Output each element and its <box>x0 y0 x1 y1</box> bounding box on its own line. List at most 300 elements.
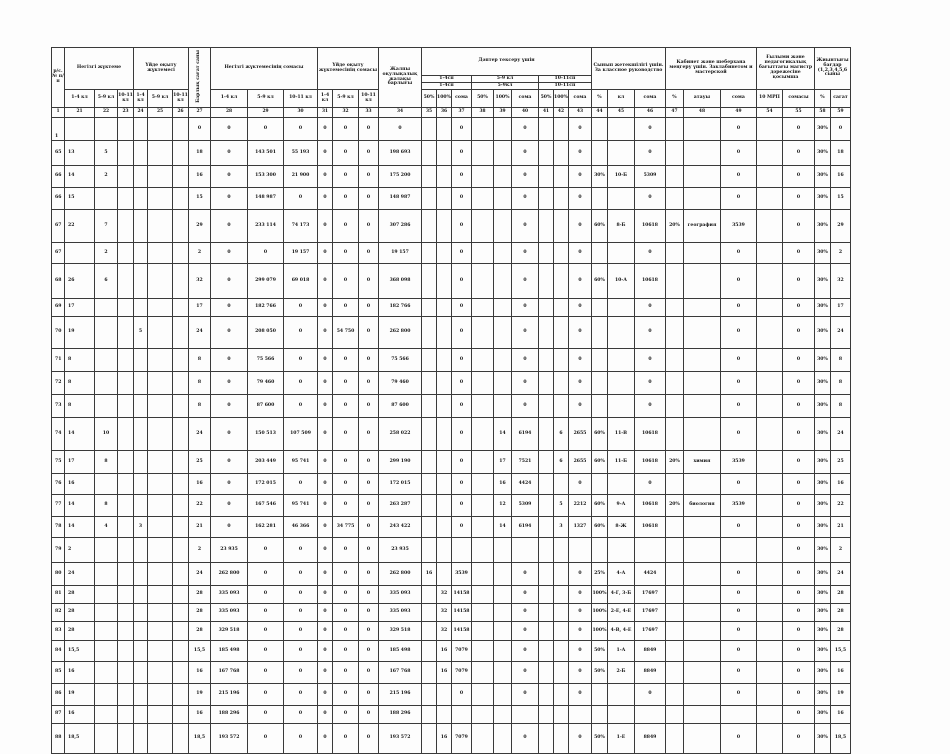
table-cell: 0 <box>452 349 472 372</box>
table-cell: 0 <box>318 243 333 264</box>
table-cell: 0 <box>248 662 284 684</box>
table-cell: 0 <box>720 662 756 684</box>
table-cell: 143 501 <box>248 141 284 166</box>
table-cell <box>118 141 134 166</box>
table-cell: 0 <box>359 706 379 724</box>
table-cell: 73 <box>52 395 65 418</box>
table-cell: 24 <box>65 563 95 586</box>
table-cell: 10618 <box>634 418 665 451</box>
table-row <box>52 264 851 299</box>
table-cell <box>472 474 494 495</box>
table-cell <box>148 299 173 317</box>
table-cell: 11-Б <box>607 451 634 474</box>
table-cell: 0 <box>318 210 333 243</box>
table-cell: 8 <box>95 495 118 517</box>
table-cell: 2 <box>830 243 850 264</box>
table-cell <box>607 299 634 317</box>
table-cell <box>494 372 512 395</box>
table-cell: 0 <box>452 118 472 141</box>
table-cell: 15 <box>189 188 211 210</box>
table-cell: 10-А <box>607 264 634 299</box>
table-cell: 30% <box>814 141 830 166</box>
table-cell <box>494 243 512 264</box>
table-cell <box>607 349 634 372</box>
table-cell <box>173 724 189 754</box>
table-cell: 0 <box>318 395 333 418</box>
table-cell: 8 <box>189 395 211 418</box>
table-cell: 4-А <box>607 563 634 586</box>
table-cell <box>472 188 494 210</box>
table-cell: 6 <box>554 451 569 474</box>
table-cell: 0 <box>211 451 248 474</box>
sub-10-11: 10-11 кл <box>118 90 134 108</box>
table-cell: 0 <box>634 317 665 349</box>
table-cell: 0 <box>568 622 591 641</box>
table-cell: 15,5 <box>189 641 211 662</box>
table-cell: 0 <box>284 349 318 372</box>
table-cell <box>95 641 118 662</box>
table-cell <box>148 166 173 188</box>
column-number: 48 <box>683 108 720 118</box>
table-cell: 87 600 <box>379 395 422 418</box>
table-cell: 78 <box>52 517 65 538</box>
table-cell: 0 <box>568 662 591 684</box>
table-cell <box>756 418 782 451</box>
table-cell <box>494 264 512 299</box>
table-cell <box>607 684 634 706</box>
column-number: 36 <box>437 108 452 118</box>
table-row <box>52 495 851 517</box>
table-cell <box>437 243 452 264</box>
table-cell <box>472 166 494 188</box>
table-cell <box>134 622 148 641</box>
table-cell <box>591 684 607 706</box>
table-cell: 0 <box>512 349 539 372</box>
table-cell <box>683 418 720 451</box>
table-cell <box>554 706 569 724</box>
table-cell <box>148 586 173 604</box>
table-cell: 0 <box>318 604 333 622</box>
table-cell: 6194 <box>512 418 539 451</box>
table-cell <box>95 622 118 641</box>
table-cell <box>148 210 173 243</box>
table-cell <box>472 264 494 299</box>
table-cell <box>554 299 569 317</box>
column-number: 54 <box>756 108 782 118</box>
table-cell: 368 098 <box>379 264 422 299</box>
table-cell <box>756 517 782 538</box>
table-cell: 0 <box>512 243 539 264</box>
column-number: 32 <box>333 108 359 118</box>
table-cell <box>665 141 683 166</box>
table-cell <box>539 210 554 243</box>
table-cell: 95 741 <box>284 495 318 517</box>
table-cell <box>437 538 452 563</box>
table-cell <box>591 706 607 724</box>
table-cell: 0 <box>333 662 359 684</box>
table-cell: 3539 <box>720 210 756 243</box>
table-cell <box>539 418 554 451</box>
grade-1-4-sub: 1-4сп <box>422 83 472 90</box>
table-cell <box>134 604 148 622</box>
table-cell: география <box>683 210 720 243</box>
table-cell <box>634 538 665 563</box>
table-cell <box>134 372 148 395</box>
table-cell: 0 <box>512 622 539 641</box>
table-cell <box>494 538 512 563</box>
table-cell: 74 <box>52 418 65 451</box>
table-cell: 7 <box>95 210 118 243</box>
table-cell <box>756 662 782 684</box>
table-cell: 21 900 <box>284 166 318 188</box>
table-cell <box>756 299 782 317</box>
table-cell: 0 <box>333 395 359 418</box>
table-cell <box>683 349 720 372</box>
table-cell: 2212 <box>568 495 591 517</box>
table-cell <box>134 563 148 586</box>
table-cell: 25% <box>591 563 607 586</box>
table-cell: 0 <box>782 604 814 622</box>
sub-nb14-sum: сома <box>452 90 472 108</box>
table-cell: 7079 <box>452 724 472 754</box>
table-cell <box>683 641 720 662</box>
table-cell: 0 <box>359 264 379 299</box>
table-cell <box>173 495 189 517</box>
table-cell <box>494 706 512 724</box>
table-cell: 0 <box>359 495 379 517</box>
table-cell: 0 <box>333 622 359 641</box>
table-cell: 0 <box>720 684 756 706</box>
sub-nb1011-50: 50% <box>539 90 554 108</box>
column-number: 47 <box>665 108 683 118</box>
table-cell <box>756 451 782 474</box>
cabinet-header: Кабинет және шеберхана меңгеру үшін. Заклабинетом и мастерской <box>665 48 756 90</box>
table-cell <box>118 451 134 474</box>
table-cell: 87 600 <box>248 395 284 418</box>
column-number: 34 <box>379 108 422 118</box>
table-cell <box>134 495 148 517</box>
table-cell: 0 <box>568 299 591 317</box>
table-cell: 32 <box>437 622 452 641</box>
table-cell: 335 093 <box>379 586 422 604</box>
table-cell: 262 800 <box>379 317 422 349</box>
table-cell: 8 <box>189 349 211 372</box>
table-cell: 80 <box>52 563 65 586</box>
table-cell <box>173 586 189 604</box>
table-cell: 0 <box>333 299 359 317</box>
table-cell <box>539 586 554 604</box>
table-cell <box>539 622 554 641</box>
table-cell: 0 <box>568 563 591 586</box>
table-cell: 0 <box>782 538 814 563</box>
table-cell <box>422 166 437 188</box>
table-cell: 18,5 <box>189 724 211 754</box>
table-cell <box>95 317 118 349</box>
table-cell <box>65 118 95 141</box>
table-cell <box>134 210 148 243</box>
table-cell <box>134 641 148 662</box>
table-cell: 1327 <box>568 517 591 538</box>
table-cell <box>554 586 569 604</box>
table-cell: 0 <box>782 243 814 264</box>
table-cell: 167 546 <box>248 495 284 517</box>
table-cell <box>148 118 173 141</box>
table-cell <box>554 243 569 264</box>
table-cell <box>437 517 452 538</box>
table-cell: 150 513 <box>248 418 284 451</box>
table-cell <box>665 395 683 418</box>
table-cell <box>665 538 683 563</box>
table-cell <box>118 299 134 317</box>
table-row <box>52 166 851 188</box>
table-cell: 0 <box>318 662 333 684</box>
table-cell <box>539 517 554 538</box>
table-cell: 0 <box>782 451 814 474</box>
table-cell: 0 <box>512 724 539 754</box>
table-cell <box>148 372 173 395</box>
table-cell: 14 <box>65 495 95 517</box>
home-teaching-load-header: Үйде оқыту жүктемесі <box>134 48 189 90</box>
table-cell <box>472 372 494 395</box>
table-cell: 0 <box>634 299 665 317</box>
table-cell: 30% <box>814 622 830 641</box>
table-cell <box>756 706 782 724</box>
table-cell: 0 <box>634 372 665 395</box>
table-cell: 0 <box>568 641 591 662</box>
table-row <box>52 299 851 317</box>
table-cell: 19 157 <box>284 243 318 264</box>
table-cell: 17 <box>494 451 512 474</box>
table-cell: 10618 <box>634 451 665 474</box>
table-cell <box>118 563 134 586</box>
table-cell <box>607 243 634 264</box>
table-cell: 28 <box>189 604 211 622</box>
table-cell: 0 <box>359 317 379 349</box>
table-cell: 75 <box>52 451 65 474</box>
sub-mrp: 10 МРП <box>756 90 782 108</box>
table-cell <box>683 517 720 538</box>
table-cell: 66 <box>52 166 65 188</box>
table-row <box>52 662 851 684</box>
table-cell: 69 018 <box>284 264 318 299</box>
table-row <box>52 474 851 495</box>
table-cell <box>173 622 189 641</box>
column-number: 55 <box>782 108 814 118</box>
table-cell <box>591 188 607 210</box>
table-cell <box>437 141 452 166</box>
table-cell <box>539 299 554 317</box>
table-cell <box>437 166 452 188</box>
column-number: 22 <box>95 108 118 118</box>
table-cell: 8 <box>830 372 850 395</box>
table-cell: 0 <box>568 317 591 349</box>
table-cell: 2 <box>65 538 95 563</box>
table-cell: 8-Ж <box>607 517 634 538</box>
table-cell: 0 <box>284 188 318 210</box>
table-cell <box>472 724 494 754</box>
table-cell <box>683 724 720 754</box>
table-cell <box>607 141 634 166</box>
table-cell: 3539 <box>720 451 756 474</box>
table-cell: 0 <box>248 641 284 662</box>
table-cell <box>683 141 720 166</box>
table-cell: 0 <box>782 299 814 317</box>
table-cell: 0 <box>512 317 539 349</box>
table-cell <box>512 706 539 724</box>
table-cell: 0 <box>318 563 333 586</box>
table-cell: 72 <box>52 372 65 395</box>
table-cell: 188 296 <box>379 706 422 724</box>
table-cell: 0 <box>512 641 539 662</box>
table-cell: 0 <box>284 317 318 349</box>
table-cell <box>665 264 683 299</box>
table-cell: 2 <box>95 243 118 264</box>
table-cell <box>665 706 683 724</box>
table-cell: 0 <box>248 724 284 754</box>
table-cell: 0 <box>568 372 591 395</box>
sub-sum-5-9: 5-9 кл <box>248 90 284 108</box>
table-cell: 203 449 <box>248 451 284 474</box>
table-cell: 0 <box>720 264 756 299</box>
table-cell: 0 <box>359 418 379 451</box>
table-cell: 0 <box>211 349 248 372</box>
table-cell: 17697 <box>634 586 665 604</box>
table-row <box>52 451 851 474</box>
table-cell <box>554 538 569 563</box>
table-cell <box>683 317 720 349</box>
home-load-sum-header: Үйде оқыту жүктемесінің сомасы <box>318 48 379 90</box>
table-cell <box>173 563 189 586</box>
table-cell <box>134 118 148 141</box>
table-cell <box>422 418 437 451</box>
sub-nb14-100: 100% <box>437 90 452 108</box>
table-cell: 19 <box>189 684 211 706</box>
table-cell: 0 <box>359 604 379 622</box>
table-cell: 0 <box>318 586 333 604</box>
table-cell <box>422 604 437 622</box>
table-cell <box>494 395 512 418</box>
table-cell: 2655 <box>568 418 591 451</box>
table-cell: 21 <box>830 517 850 538</box>
column-number: 59 <box>830 108 850 118</box>
table-cell <box>554 141 569 166</box>
table-cell: 0 <box>333 372 359 395</box>
table-cell: 335 093 <box>211 604 248 622</box>
table-cell <box>756 395 782 418</box>
table-cell: 0 <box>248 118 284 141</box>
table-cell: 0 <box>211 418 248 451</box>
table-cell <box>494 166 512 188</box>
table-cell: 329 518 <box>379 622 422 641</box>
table-cell: 0 <box>359 586 379 604</box>
table-cell: 22 <box>830 495 850 517</box>
table-cell: 0 <box>568 243 591 264</box>
table-row <box>52 188 851 210</box>
table-cell: 30% <box>814 166 830 188</box>
table-cell: 30% <box>814 662 830 684</box>
table-cell <box>148 474 173 495</box>
table-cell <box>95 706 118 724</box>
table-cell <box>591 141 607 166</box>
masters-degree-header: Ғылыми және педагогикалық бағыттағы магистр дәрежесіне қосымша <box>756 48 814 90</box>
table-cell: 32 <box>189 264 211 299</box>
table-cell <box>437 349 452 372</box>
table-cell <box>118 349 134 372</box>
table-cell: 0 <box>634 118 665 141</box>
table-cell <box>422 372 437 395</box>
table-cell: 0 <box>512 604 539 622</box>
table-cell: 0 <box>782 662 814 684</box>
table-cell: 0 <box>720 418 756 451</box>
sub-mrp-sum: сомасы <box>782 90 814 108</box>
table-cell: 0 <box>211 495 248 517</box>
table-cell <box>539 706 554 724</box>
table-cell: 7079 <box>452 662 472 684</box>
table-cell: 2-Б <box>607 662 634 684</box>
table-cell: 0 <box>512 210 539 243</box>
table-cell: 22 <box>65 210 95 243</box>
column-number: 44 <box>591 108 607 118</box>
table-cell: 0 <box>318 166 333 188</box>
table-cell: 5 <box>554 495 569 517</box>
table-cell: 0 <box>512 684 539 706</box>
table-cell: 15 <box>830 188 850 210</box>
table-cell: 172 015 <box>379 474 422 495</box>
table-cell: 4424 <box>634 563 665 586</box>
table-cell: 8 <box>95 451 118 474</box>
table-cell: 26 <box>65 264 95 299</box>
table-cell: 0 <box>333 166 359 188</box>
table-cell: 0 <box>318 517 333 538</box>
table-cell: 29 <box>189 210 211 243</box>
sub-class-pct: % <box>591 90 607 108</box>
table-cell <box>118 188 134 210</box>
table-cell: 0 <box>211 210 248 243</box>
table-cell: 0 <box>568 188 591 210</box>
table-cell <box>173 210 189 243</box>
table-cell: 0 <box>720 166 756 188</box>
table-cell: 0 <box>359 210 379 243</box>
table-cell <box>173 451 189 474</box>
table-cell: 30% <box>814 724 830 754</box>
sub-cab-sum: сома <box>720 90 756 108</box>
column-number: 42 <box>554 108 569 118</box>
table-cell: 28 <box>65 622 95 641</box>
table-cell: 16 <box>494 474 512 495</box>
table-cell: 0 <box>333 706 359 724</box>
table-cell: 0 <box>284 299 318 317</box>
table-cell: 6 <box>554 418 569 451</box>
table-cell: 0 <box>211 372 248 395</box>
column-number: 27 <box>189 108 211 118</box>
table-cell <box>554 724 569 754</box>
table-cell: 0 <box>359 622 379 641</box>
table-cell <box>437 418 452 451</box>
table-cell <box>148 349 173 372</box>
table-cell <box>472 641 494 662</box>
table-cell <box>173 538 189 563</box>
table-cell <box>554 395 569 418</box>
table-cell: 60% <box>591 451 607 474</box>
table-cell: 30% <box>814 495 830 517</box>
table-cell: 8 <box>830 395 850 418</box>
table-cell: 100% <box>591 586 607 604</box>
table-cell: 28 <box>189 622 211 641</box>
table-cell: 17697 <box>634 604 665 622</box>
table-cell: 0 <box>248 586 284 604</box>
table-cell: 0 <box>568 141 591 166</box>
table-cell: 2 <box>189 538 211 563</box>
